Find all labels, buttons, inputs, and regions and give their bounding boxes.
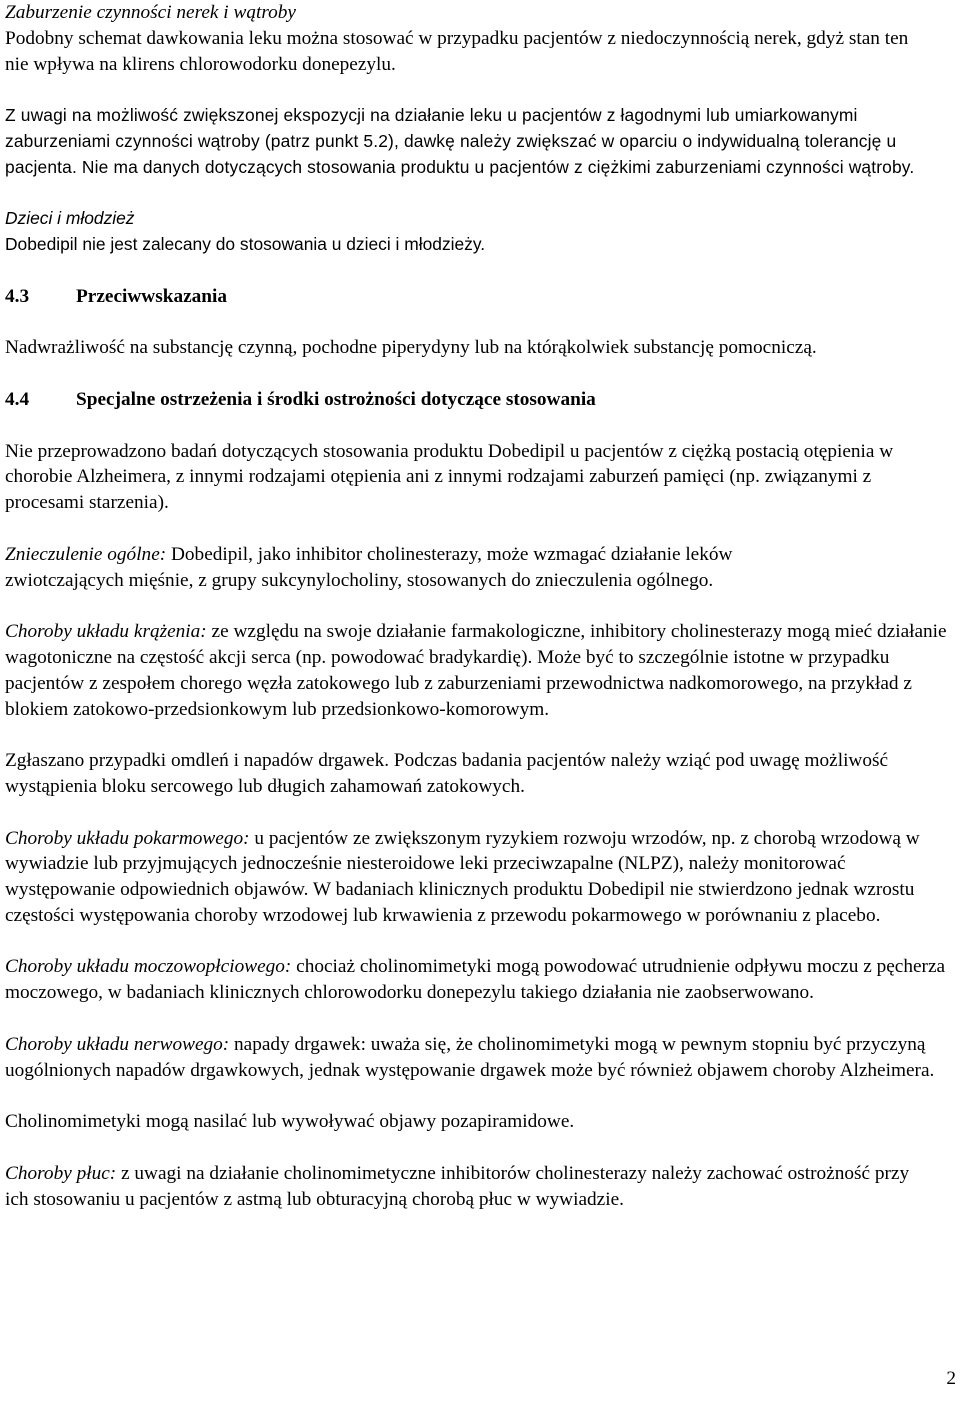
paragraph-cardio	[5, 619, 950, 722]
neuro-label: Choroby układu nerwowego:	[5, 1033, 230, 1055]
paragraph-anesthesia	[5, 542, 855, 594]
paragraph-contraindications: Nadwrażliwość na substancję czynną, pochodne piperydyny lub na którąkolwiek substancję pomocniczą.	[5, 337, 817, 359]
heading-4-3-title: Przeciwwskazania	[76, 285, 228, 307]
document-page	[5, 0, 955, 1212]
paragraph-kidney: Podobny schemat dawkowania leku można stosować w przypadku pacjentów z niedoczynnością nerek, gdyż stan ten nie wpływa na klirens chlorowodorku donepezylu.	[5, 27, 909, 75]
anesthesia-text: Dobedipil, jako inhibitor cholinesterazy, może wzmagać działanie leków zwiotczających mięśnie, z grupy sukcynylocholiny, stosowanych do znieczulenia ogólnego.	[5, 543, 733, 591]
lung-label: Choroby płuc:	[5, 1162, 117, 1184]
paragraph-gastro	[5, 826, 955, 929]
paragraph-no-studies: Nie przeprowadzono badań dotyczących stosowania produktu Dobedipil u pacjentów z ciężką postacią otępienia w chorobie Alzheimera, z innymi rodzajami otępienia ani z innymi rodzajami zaburzeń pamięci (np. związanymi z procesami starzenia).	[5, 440, 894, 514]
paragraph-liver-part1: Z uwagi na możliwość zwiększonej ekspozycji na działanie leku u pacjentów z łagodnymi lub umiarkowanymi zaburzeniami czynności wątroby (patrz punkt 5.2), dawkę należy zwiększać w oparciu o indywidualną tolerancję u pacjenta.	[5, 105, 897, 177]
paragraph-urogenital	[5, 954, 955, 1006]
paragraph-neuro	[5, 1032, 950, 1084]
gastro-text: u pacjentów ze zwiększonym ryzykiem rozwoju wrzodów, np. z chorobą wrzodową w wywiadzie lub przyjmujących jednocześnie niesteroidowe leki przeciwzapalne (NLPZ), należy monitorować występowanie odpowiednich objawów. W badaniach klinicznych produktu Dobedipil nie stwierdzono jednak wzrostu częstości występowania choroby wrzodowej lub krwawienia z przewodu pokarmowego w porównaniu z placebo.	[5, 827, 920, 926]
cardio-text: ze względu na swoje działanie farmakologiczne, inhibitory cholinesterazy mogą mieć działanie wagotoniczne na częstość akcji serca (np. powodować bradykardię). Może być to szczególnie istotne w przypadku pacjentów z zespołem chorego węzła zatokowego lub z zaburzeniami przewodnictwa nadkomorowego, na przykład z blokiem zatokowo-przedsionkowym lub przedsionkowo-komorowym.	[5, 621, 947, 720]
section-title-kidney-liver: Zaburzenie czynności nerek i wątroby	[5, 2, 296, 23]
neuro-text: napady drgawek: uważa się, że cholinomimetyki mogą w pewnym stopniu być przyczyną uogólnionych napadów drgawkowych, jednak występowanie drgawek może być również objawem choroby Alzheimera.	[5, 1033, 935, 1081]
heading-4-3-number: 4.3	[5, 285, 30, 307]
heading-4-3	[5, 284, 955, 310]
paragraph-lung	[5, 1161, 925, 1213]
paragraph-children: Dobedipil nie jest zalecany do stosowania u dzieci i młodzieży.	[5, 234, 486, 255]
lung-text: z uwagi na działanie cholinomimetyczne inhibitorów cholinesterazy należy zachować ostrożność przy ich stosowaniu u pacjentów z astmą lub obturacyjną chorobą płuc w wywiadzie.	[5, 1162, 910, 1210]
cardio-label: Choroby układu krążenia:	[5, 621, 207, 643]
paragraph-extrapyramidal: Cholinomimetyki mogą nasilać lub wywoływać objawy pozapiramidowe.	[5, 1111, 575, 1133]
section-title-children: Dzieci i młodzież	[5, 208, 135, 229]
page-number: 2	[946, 1368, 956, 1389]
urogenital-label: Choroby układu moczowopłciowego:	[5, 956, 292, 978]
paragraph-syncope: Zgłaszano przypadki omdleń i napadów drgawek. Podczas badania pacjentów należy wziąć pod uwagę możliwość wystąpienia bloku sercowego lub długich zahamowań zatokowych.	[5, 750, 889, 797]
paragraph-liver	[5, 103, 945, 180]
heading-4-4-number: 4.4	[5, 388, 30, 410]
heading-4-4-title: Specjalne ostrzeżenia i środki ostrożności dotyczące stosowania	[76, 388, 596, 410]
gastro-label: Choroby układu pokarmowego:	[5, 827, 250, 849]
urogenital-text: chociaż cholinomimetyki mogą powodować utrudnienie odpływu moczu z pęcherza moczowego, w badaniach klinicznych chlorowodorku donepezylu takiego działania nie zaobserwowano.	[5, 956, 946, 1004]
heading-4-4	[5, 387, 955, 413]
paragraph-liver-part2: Nie ma danych dotyczących stosowania produktu u pacjentów z ciężkimi zaburzeniami czynności wątroby.	[76, 156, 915, 177]
anesthesia-label: Znieczulenie ogólne:	[5, 543, 167, 565]
